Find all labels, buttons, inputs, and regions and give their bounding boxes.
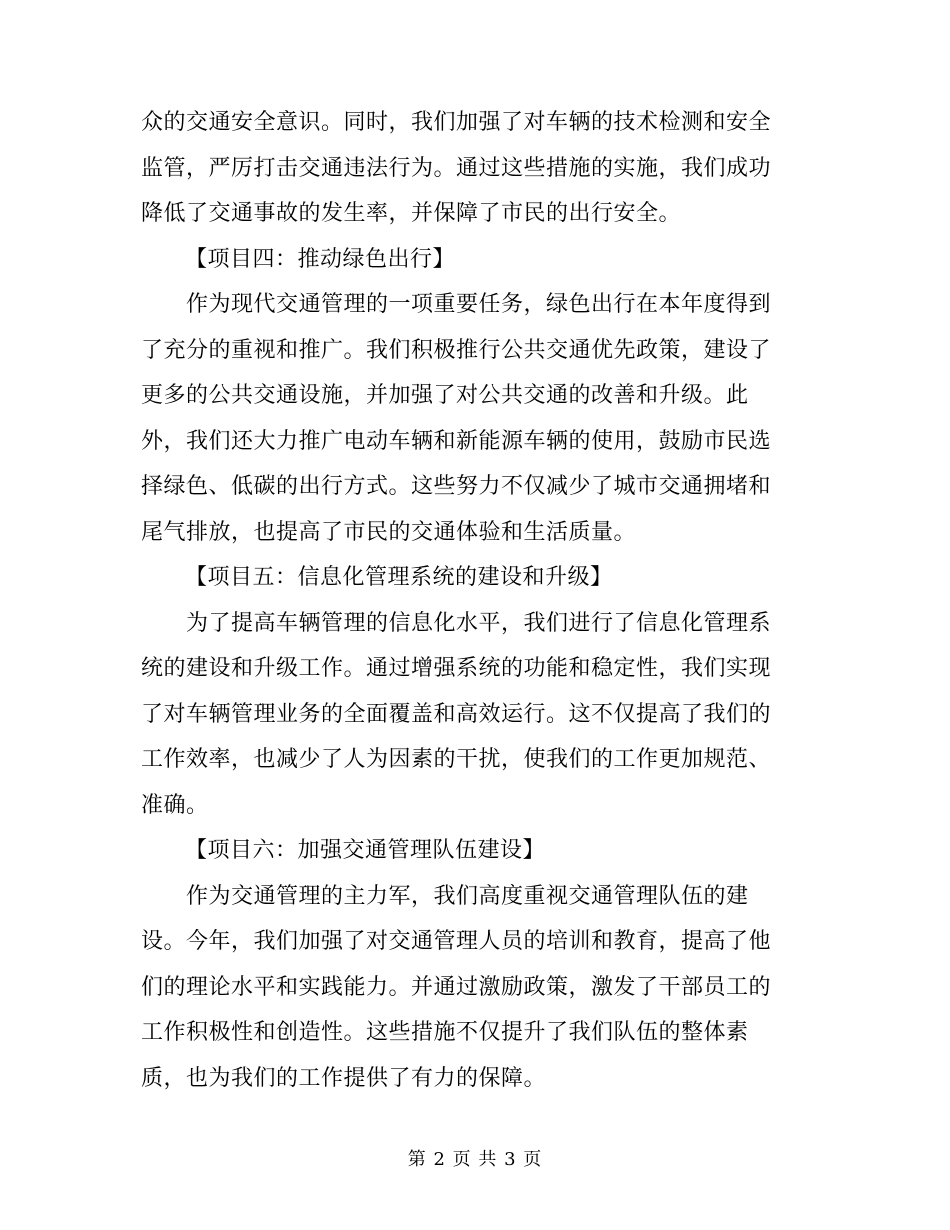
paragraph-line: 尾气排放，也提高了市民的交通体验和生活质量。: [141, 519, 637, 545]
paragraph-line: 择绿色、低碳的出行方式。这些努力不仅减少了城市交通拥堵和: [141, 474, 772, 499]
paragraph-line: 工作积极性和创造性。这些措施不仅提升了我们队伍的整体素: [141, 1020, 749, 1045]
paragraph-line: 了充分的重视和推广。我们积极推行公共交通优先政策，建设了: [141, 337, 772, 363]
paragraph-line: 作为现代交通管理的一项重要任务，绿色出行在本年度得到: [141, 292, 772, 317]
paragraph-line: 们的理论水平和实践能力。并通过激励政策，激发了干部员工的: [141, 974, 772, 1000]
paragraph-line: 作为交通管理的主力军，我们高度重视交通管理队伍的建: [141, 883, 749, 909]
paragraph-line: 准确。: [141, 792, 209, 818]
paragraph-line: 统的建设和升级工作。通过增强系统的功能和稳定性，我们实现: [141, 656, 772, 681]
paragraph-line: 工作效率，也减少了人为因素的干扰，使我们的工作更加规范、: [141, 747, 772, 772]
paragraph-line: 更多的公共交通设施，并加强了对公共交通的改善和升级。此: [141, 383, 749, 408]
section-heading-project-5: 【项目五：信息化管理系统的建设和升级】: [185, 565, 613, 590]
paragraph-line: 降低了交通事故的发生率，并保障了市民的出行安全。: [141, 201, 682, 226]
paragraph-line: 外，我们还大力推广电动车辆和新能源车辆的使用，鼓励市民选: [141, 428, 772, 454]
section-heading-project-4: 【项目四：推动绿色出行】: [185, 246, 456, 272]
page-number-footer: 第 2 页 共 3 页: [407, 1149, 543, 1170]
paragraph-line: 监管，严厉打击交通违法行为。通过这些措施的实施，我们成功: [141, 155, 772, 181]
paragraph-line: 设。今年，我们加强了对交通管理人员的培训和教育，提高了他: [141, 929, 772, 954]
section-heading-project-6: 【项目六：加强交通管理队伍建设】: [185, 838, 546, 863]
document-body: [141, 100, 806, 1101]
paragraph-line: 为了提高车辆管理的信息化水平，我们进行了信息化管理系: [141, 610, 772, 636]
paragraph-line: 质，也为我们的工作提供了有力的保障。: [141, 1065, 547, 1091]
paragraph-line: 众的交通安全意识。同时，我们加强了对车辆的技术检测和安全: [141, 110, 772, 135]
paragraph-line: 了对车辆管理业务的全面覆盖和高效运行。这不仅提高了我们的: [141, 701, 772, 727]
